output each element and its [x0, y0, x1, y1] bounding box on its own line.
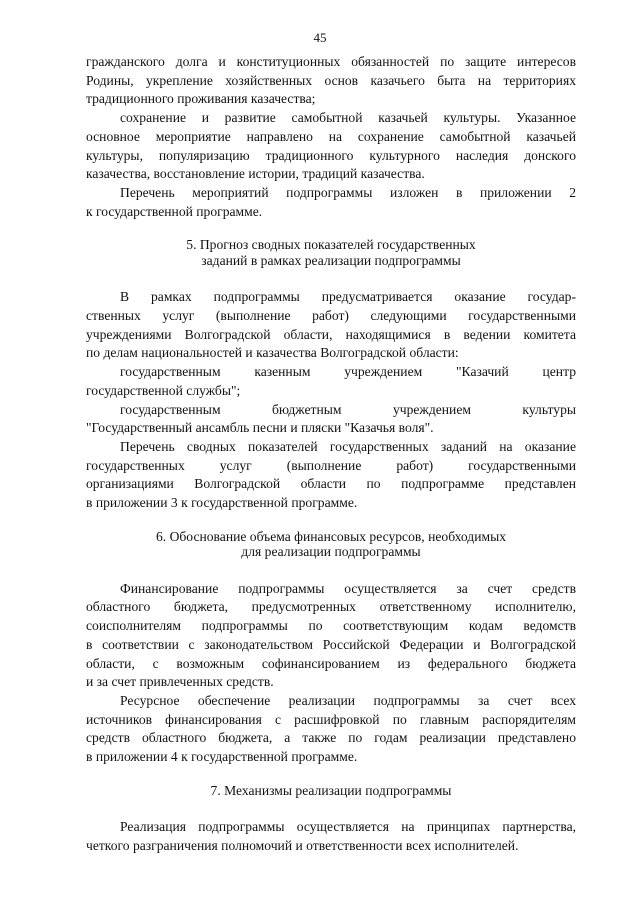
section-heading-line: 6. Обоснование объема финансовых ресурсов, необходимых: [155, 528, 507, 544]
text-line: государственных услуг (выполнение работ) государственными: [86, 457, 576, 473]
spacer: [86, 221, 576, 237]
text-line: культуры, популяризацию традиционного культурного наследия донского: [86, 147, 576, 163]
text-line: Родины, укрепление хозяйственных основ казачьего быта на территориях: [86, 72, 576, 88]
spacer: [86, 513, 576, 529]
text-line: области, с возможным софинансированием из федерального бюджета: [86, 655, 576, 671]
paragraph: [86, 818, 576, 855]
paragraph: [86, 438, 576, 513]
spacer: [86, 268, 576, 288]
paragraph: [86, 288, 576, 363]
text-line: организациями Волгоградской области по подпрограмме представлен: [86, 476, 576, 492]
text-line: сохранение и развитие самобытной казачьей культуры. Указанное: [120, 110, 576, 126]
paragraph: [86, 401, 576, 438]
text-line: четкого разграничения полномочий и ответственности всех исполнителей.: [86, 838, 519, 853]
spacer: [86, 798, 576, 818]
paragraph: [86, 53, 576, 109]
text-line: Реализация подпрограммы осуществляется на принципах партнерства,: [120, 819, 576, 835]
text-line: источников финансирования с расшифровкой по главным распорядителям: [86, 711, 576, 727]
text-line: Финансирование подпрограммы осуществляется за счет средств: [120, 580, 576, 596]
text-line: областного бюджета, предусмотренных ответственному исполнителю,: [86, 599, 576, 615]
text-line: гражданского долга и конституционных обязанностей по защите интересов: [86, 54, 576, 69]
document-body: [86, 53, 576, 856]
paragraph: [86, 363, 576, 400]
section-heading-line: заданий в рамках реализации подпрограммы: [201, 252, 461, 268]
section-heading: [86, 529, 576, 560]
text-line: государственным казенным учреждением "Казачий центр: [120, 364, 576, 380]
text-line: в приложении 3 к государственной программе.: [86, 495, 358, 511]
paragraph: [86, 692, 576, 767]
section-heading: [86, 783, 576, 799]
text-line: традиционного проживания казачества;: [86, 91, 316, 107]
text-line: средств областного бюджета, а также по годам реализации представлено: [86, 730, 576, 746]
text-line: ственных услуг (выполнение работ) следующими государственными: [86, 308, 576, 324]
page-number: 45: [313, 30, 327, 45]
text-line: государственной службы";: [86, 382, 241, 398]
text-line: по делам национальностей и казачества Волгоградской области:: [86, 345, 459, 361]
section-heading-line: 5. Прогноз сводных показателей государственных: [186, 237, 476, 253]
text-line: В рамках подпрограммы предусматривается оказание государ-: [120, 289, 576, 305]
text-line: учреждениями Волгоградской области, находящимися в ведении комитета: [86, 326, 576, 342]
section-heading-line: 7. Механизмы реализации подпрограммы: [210, 782, 452, 798]
paragraph: [86, 109, 576, 184]
text-line: и за счет привлеченных средств.: [86, 674, 274, 690]
text-line: Перечень сводных показателей государственных заданий на оказание: [120, 438, 576, 454]
spacer: [86, 767, 576, 783]
text-line: в соответствии с законодательством Российской Федерации и Волгоградской: [86, 636, 576, 652]
section-heading-line: для реализации подпрограммы: [241, 544, 421, 560]
text-line: государственным бюджетным учреждением культуры: [120, 401, 576, 417]
text-line: казачества, восстановление истории, традиций казачества.: [86, 166, 425, 182]
section-heading: [86, 237, 576, 268]
text-line: к государственной программе.: [86, 203, 263, 219]
text-line: соисполнителям подпрограммы по соответствующим кодам ведомств: [86, 618, 576, 634]
text-line: в приложении 4 к государственной программе.: [86, 749, 358, 765]
paragraph: [86, 184, 576, 221]
spacer: [86, 560, 576, 580]
text-line: Ресурсное обеспечение реализации подпрограммы за счет всех: [120, 692, 576, 708]
text-line: основное мероприятие направлено на сохранение самобытной казачьей: [86, 128, 576, 144]
text-line: Перечень мероприятий подпрограммы изложен в приложении 2: [120, 184, 576, 200]
text-line: "Государственный ансамбль песни и пляски "Казачья воля".: [86, 420, 434, 436]
paragraph: [86, 580, 576, 692]
